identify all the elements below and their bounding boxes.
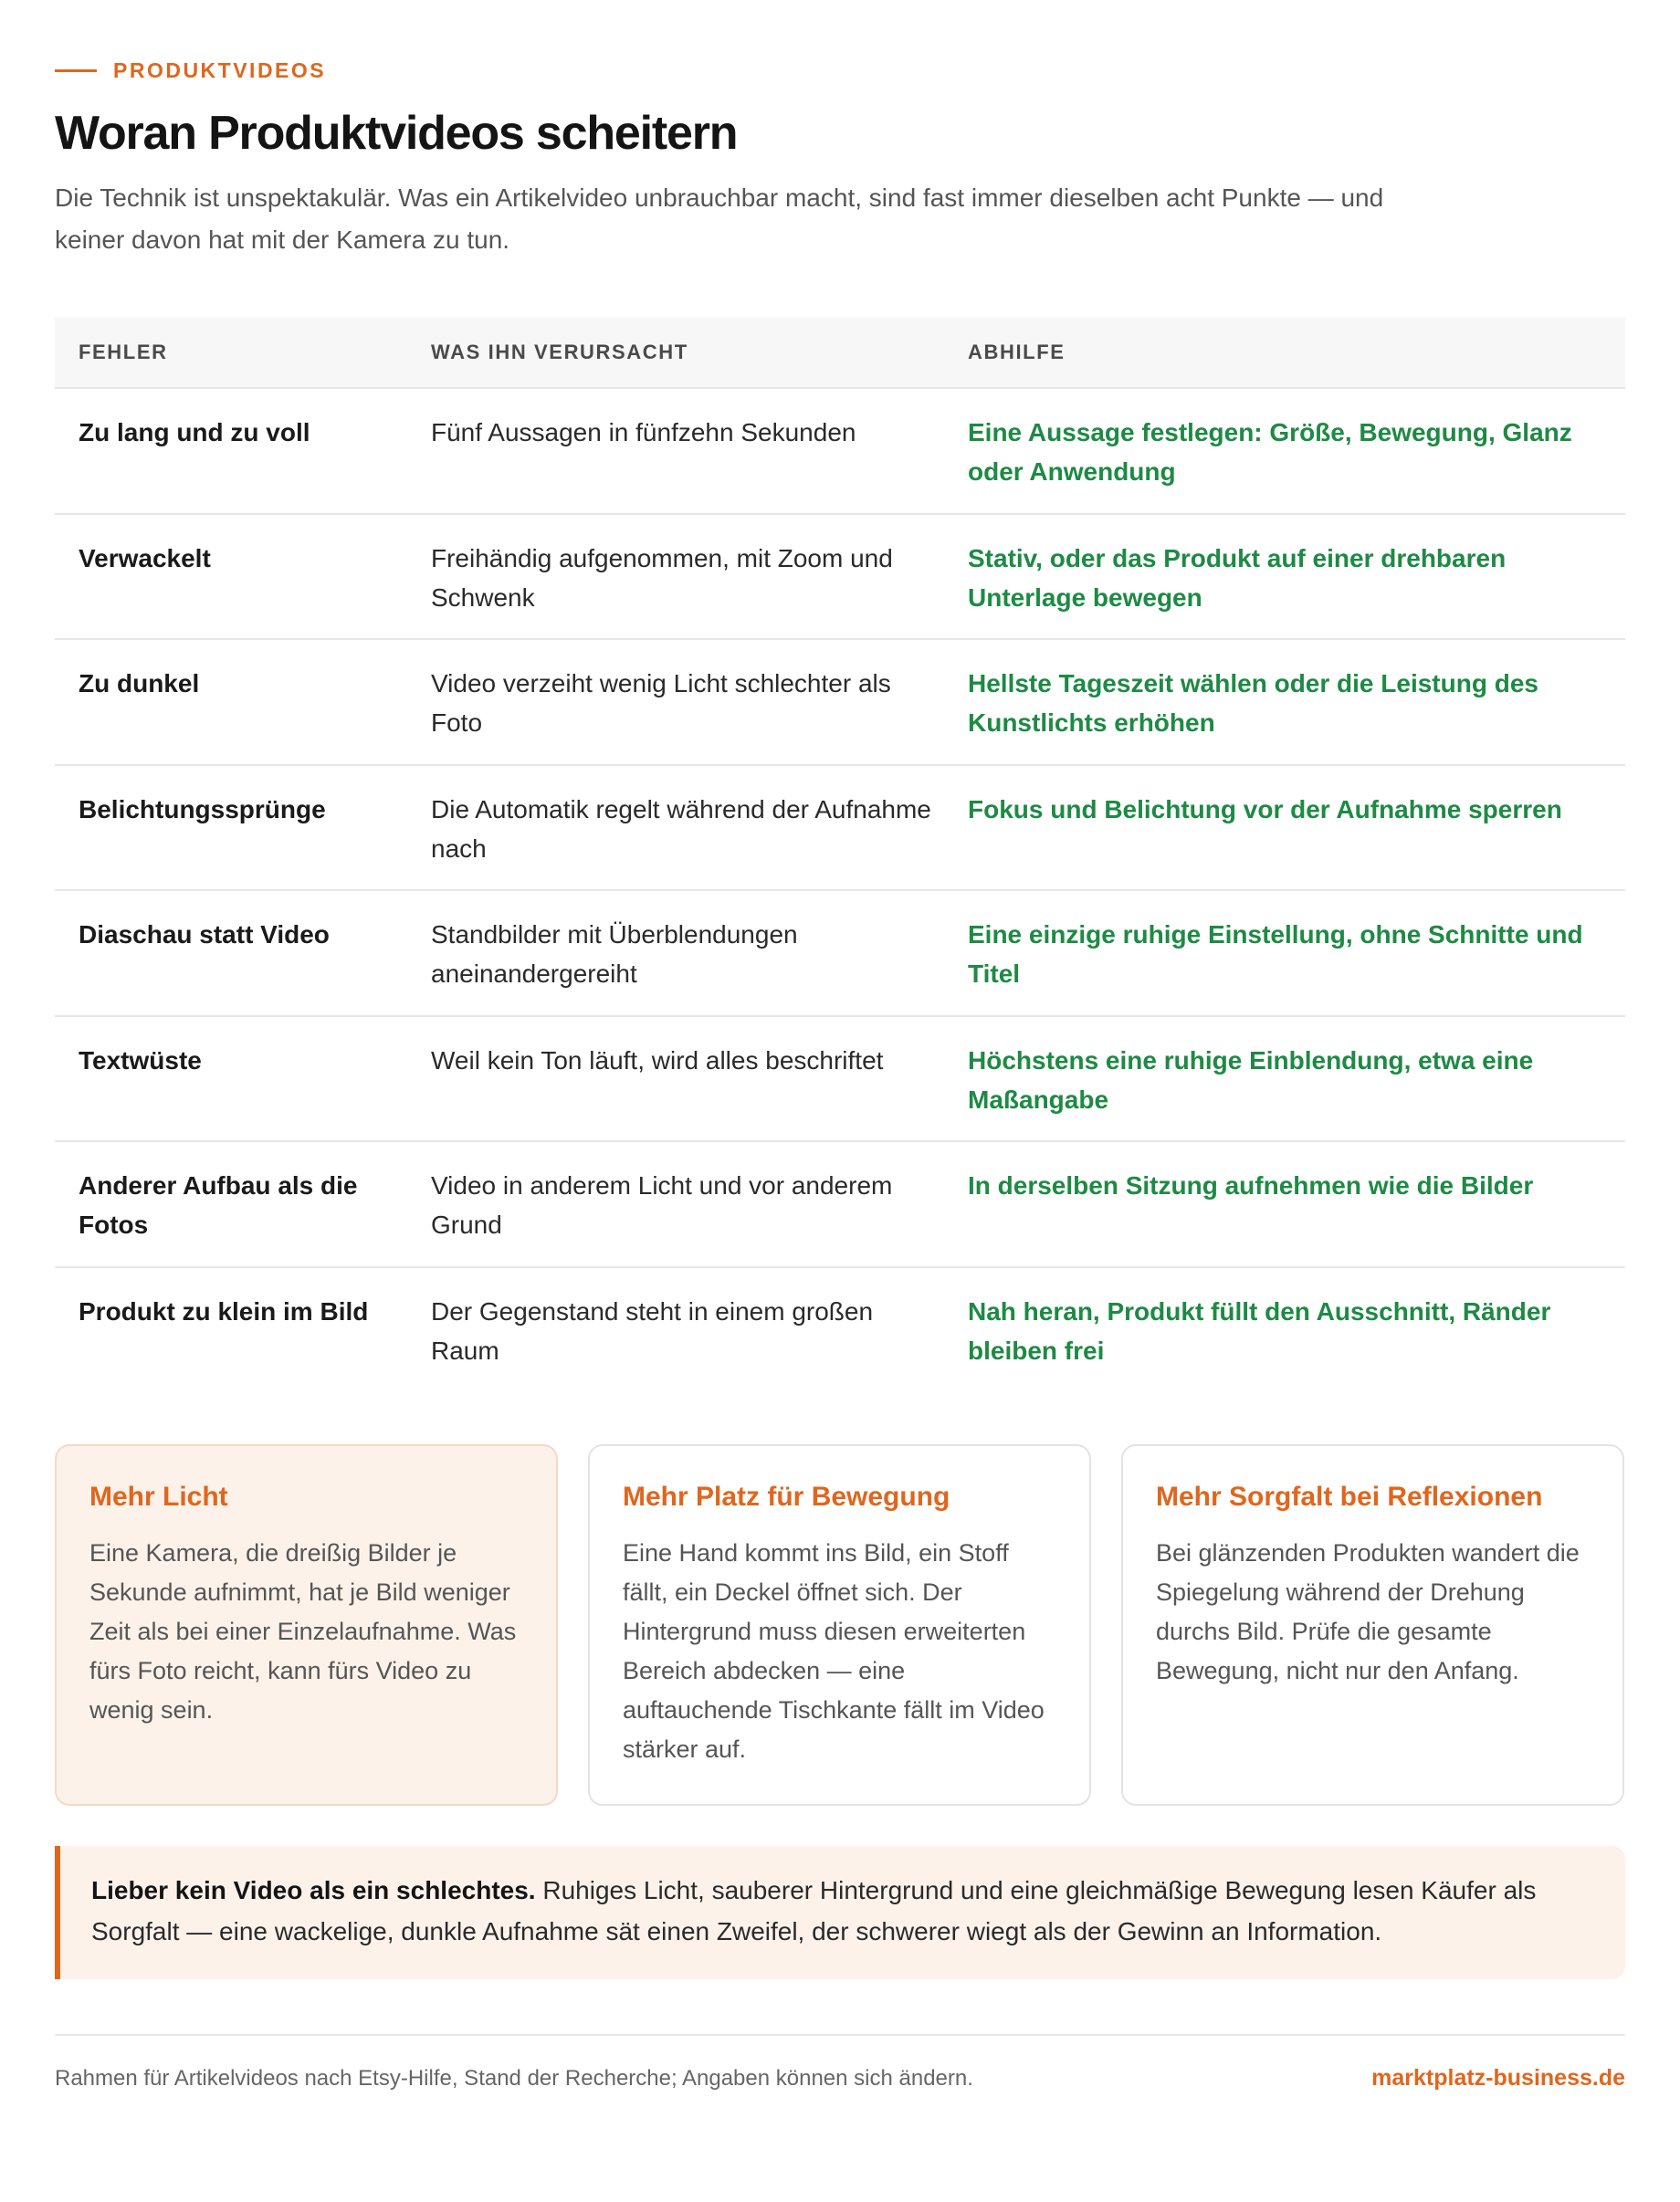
- column-header-abhilfe: ABHILFE: [968, 341, 1066, 363]
- tip-card-body: Eine Hand kommt ins Bild, ein Stoff fällt, ein Deckel öffnet sich. Der Hintergrund muss diesen erweiterten Bereich abdecken — eine auftauchende Tischkante fällt im Video stärker auf.: [623, 1539, 1045, 1763]
- callout-lead: Lieber kein Video als ein schlechtes.: [91, 1876, 536, 1904]
- footer: [55, 2065, 1625, 2092]
- column-header-ursache: WAS IHN VERURSACHT: [431, 341, 688, 363]
- cell-ursache: Freihändig aufgenommen, mit Zoom und Schwenk: [431, 543, 893, 612]
- cell-ursache: Der Gegenstand steht in einem großen Raum: [431, 1296, 874, 1365]
- tip-card-licht: [55, 1444, 558, 1806]
- error-table: [55, 318, 1625, 1393]
- callout-note: [55, 1846, 1625, 1979]
- table-row: [55, 766, 1625, 892]
- cell-fehler: Zu lang und zu voll: [79, 418, 310, 446]
- cell-ursache: Standbilder mit Überblendungen aneinandergereiht: [431, 920, 798, 988]
- table-row: [55, 1142, 1625, 1268]
- cell-abhilfe: Eine einzige ruhige Einstellung, ohne Schnitte und Titel: [968, 920, 1583, 988]
- cell-ursache: Video verzeiht wenig Licht schlechter als Foto: [431, 669, 891, 737]
- page-subtitle: Die Technik ist unspektakulär. Was ein Artikelvideo unbrauchbar macht, sind fast immer dieselben acht Punkte — und keiner davon hat mit der Kamera zu tun.: [55, 184, 1384, 254]
- page-title: Woran Produktvideos scheitern: [55, 107, 738, 160]
- cell-abhilfe: Nah heran, Produkt füllt den Ausschnitt, Ränder bleiben frei: [968, 1296, 1551, 1365]
- callout-text: Ruhiges Licht, sauberer Hintergrund und eine gleichmäßige Bewegung lesen Käufer als Sorgfalt — eine wackelige, dunkle Aufnahme sät einen Zweifel, der schwerer wiegt als der Gewinn an Information.: [91, 1876, 1537, 1945]
- tip-card-bewegung: [588, 1444, 1091, 1806]
- cell-abhilfe: Stativ, oder das Produkt auf einer drehbaren Unterlage bewegen: [968, 543, 1507, 612]
- tip-card-title: Mehr Licht: [89, 1482, 228, 1512]
- cell-fehler: Anderer Aufbau als die Fotos: [79, 1171, 358, 1239]
- cell-abhilfe: Hellste Tageszeit wählen oder die Leistung des Kunstlichts erhöhen: [968, 669, 1538, 737]
- cell-abhilfe: Höchstens eine ruhige Einblendung, etwa eine Maßangabe: [968, 1045, 1534, 1114]
- table-row: [55, 640, 1625, 766]
- cell-abhilfe: In derselben Sitzung aufnehmen wie die Bilder: [968, 1171, 1534, 1200]
- cell-abhilfe: Eine Aussage festlegen: Größe, Bewegung, Glanz oder Anwendung: [968, 418, 1572, 486]
- table-header: [55, 318, 1625, 389]
- footer-brand-link[interactable]: marktplatz-business.de: [1371, 2065, 1625, 2091]
- table-row: [55, 1268, 1625, 1394]
- eyebrow-line: [55, 69, 97, 72]
- cell-fehler: Produkt zu klein im Bild: [79, 1296, 369, 1326]
- tip-card-body: Eine Kamera, die dreißig Bilder je Sekunde aufnimmt, hat je Bild weniger Zeit als bei einer Einzelaufnahme. Was fürs Foto reicht, kann fürs Video zu wenig sein.: [89, 1539, 517, 1724]
- table-row: [55, 891, 1625, 1017]
- tip-card-title: Mehr Sorgfalt bei Reflexionen: [1156, 1482, 1543, 1512]
- cell-fehler: Zu dunkel: [79, 669, 200, 697]
- tip-card-reflexionen: [1121, 1444, 1624, 1806]
- tip-card-title: Mehr Platz für Bewegung: [623, 1482, 950, 1512]
- column-header-fehler: FEHLER: [79, 341, 168, 363]
- eyebrow: [55, 57, 1625, 84]
- cell-fehler: Diaschau statt Video: [79, 920, 330, 949]
- eyebrow-label: PRODUKTVIDEOS: [113, 58, 327, 82]
- tip-card-body: Bei glänzenden Produkten wandert die Spiegelung während der Drehung durchs Bild. Prüfe die gesamte Bewegung, nicht nur den Anfang.: [1156, 1539, 1580, 1684]
- cell-abhilfe: Fokus und Belichtung vor der Aufnahme sperren: [968, 794, 1562, 823]
- table-row: [55, 515, 1625, 641]
- cell-fehler: Verwackelt: [79, 543, 211, 572]
- table-row: [55, 1017, 1625, 1143]
- table-row: [55, 389, 1625, 515]
- cell-ursache: Fünf Aussagen in fünfzehn Sekunden: [431, 418, 856, 446]
- cell-ursache: Die Automatik regelt während der Aufnahme nach: [431, 794, 931, 863]
- cell-ursache: Weil kein Ton läuft, wird alles beschriftet: [431, 1045, 884, 1075]
- cell-fehler: Belichtungssprünge: [79, 794, 326, 823]
- cell-ursache: Video in anderem Licht und vor anderem Grund: [431, 1171, 893, 1239]
- cell-fehler: Textwüste: [79, 1045, 202, 1075]
- footer-divider: [55, 2034, 1625, 2036]
- footer-source: Rahmen für Artikelvideos nach Etsy-Hilfe, Stand der Recherche; Angaben können sich ändern.: [55, 2065, 973, 2091]
- tip-cards: [55, 1444, 1625, 1806]
